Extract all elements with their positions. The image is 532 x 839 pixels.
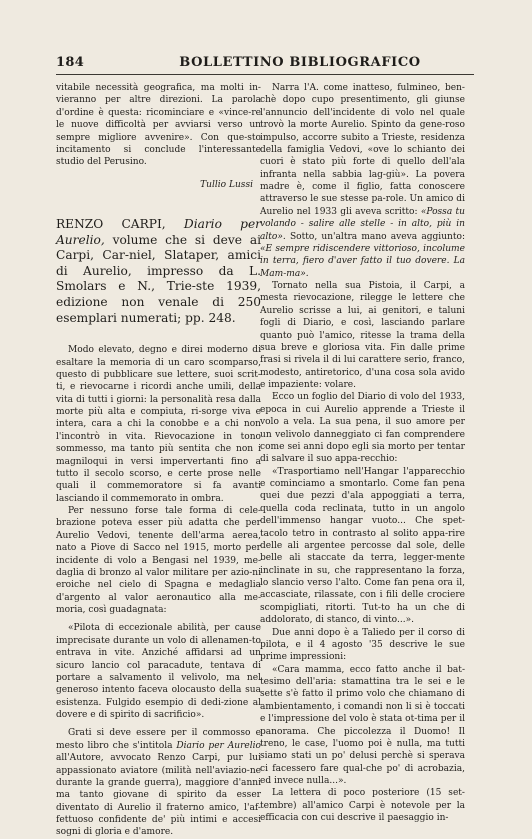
entry-title: Diario per Aurelio, [56, 217, 262, 247]
bibliographic-entry [56, 217, 261, 326]
review-paragraph: La lettera di poco posteriore (15 set-tembre) all'amico Carpi è notevole per la efficacia con cui descrive il paesaggio in- [260, 788, 465, 824]
entry-author: RENZO CARPI, [56, 217, 166, 231]
paragraph-continuation: vitabile necessità geografica, ma molti in-vieranno per altre direzioni. La parola d'ordine è questa: ricominciare e «vince-re le nuove difficoltà per avviarsi verso un sempre migliore avvenire». Con que-sto incitamento si conclude l'interessante studio del Perusino. [56, 83, 261, 168]
review-paragraph: Per nessuno forse tale forma di cele-brazione poteva esser più adatta che per Aurelio Vedovi, tenente dell'arma aerea, nato a Piove di Sacco nel 1915, morto per incidente di volo a Bengasi nel 1939, me-daglia di bronzo al valor militare per azio-ni eroiche nel cielo di Spagna e medaglia d'argento al valor aeronautico alla me-moria, così guadagnata: [56, 506, 261, 616]
text-span: Grati si deve essere per il commosso e mesto libro che s'intitola [56, 728, 261, 751]
entry-details: volume che si deve ai Carpi, Car-niel, Slataper, amici di Aurelio, impresso da L. Smolars e N., Trie-ste 1939, edizione non venale di 250 esemplari numerati; pp. 248. [56, 232, 262, 325]
quoted-diary: «Trasportiamo nell'Hangar l'apparecchio e cominciamo a smontarlo. Come fan pena quei due pezzi d'ala appoggiati a terra, quella coda reclinata, tutto in un angolo dell'immenso hangar vuoto... Che spet-tacolo tetro in contrasto al solito appa-rire delle ali argentee percosse dal sole, delle belle ali staccate da terra, legger-mente inclinate in su, che rappresentano la forza, lo slancio verso l'alto. Come fan pena ora il, accasciate, rilassate, con i fili delle crociere scompigliati, ritorti. Tut-to ha un che di addolorato, di stanco, di vinto...». [260, 466, 465, 626]
text-span: all'Autore, avvocato Renzo Carpi, pur lui appassionato aviatore (milità nell'aviazio-ne durante la grande guerra), maggiore d'anni ma tanto giovane di spirito da esser diventato di Aurelio il fraterno amico, l'af-fettuoso confidente de' più intimi e accesi sogni di gloria e d'amore. [56, 753, 261, 838]
text-span: Sotto, un'altra mano aveva aggiunto: [285, 231, 465, 242]
reviewer-signature: Tullio Lussi [200, 179, 253, 190]
page-number: 184 [56, 55, 85, 70]
right-column [260, 82, 465, 825]
left-column [56, 82, 261, 839]
review-paragraph: Tornato nella sua Pistoia, il Carpi, a mesta rievocazione, rilegge le lettere che Aurelio scrisse a lui, ai genitori, e taluni fogli di Diario, e così, lasciando parlare quanto può l'amico, ritesse la trama della sua breve e gloriosa vita. Fin dalle prime frasi si rivela il di lui carattere serio, franco, modesto, antiretorico, d'una cosa sola avido e impaziente: volare. [260, 281, 465, 390]
quoted-letter: «Cara mamma, ecco fatto anche il bat-tesimo dell'aria: stamattina tra le sei e le sette s'è fatto il primo volo che chiamano di ambientamento, i comandi non li si è toccati e l'impressione del volo è stata ot-tima per il panorama. Che piccolezza il Duomo! Il treno, le case, l'uomo poi è nulla, ma tutti siamo stati un po' delusi perchè si sperava ci facessero fare qual-che po' di acrobazia, ed invece nulla...». [260, 664, 465, 786]
text-span: Narra l'A. come inatteso, fulmineo, ben-chè dopo cupo presentimento, gli giunse l'annuncio dell'incidente di volo nel quale trovò la morte Aurelio. Spinto da gene-roso impulso, accorre subito a Trieste, residenza della famiglia Vedovi, «ove lo schianto dei cuori è stato più forte di quello dell'ala infranta nella sabbia lag-giù». La povera madre è, come il figlio, fatta conoscere attraverso le sue stesse pa-role. Un amico di Aurelio nel 1933 gli aveva scritto: [260, 83, 465, 217]
citation-paragraph: «Pilota di eccezionale abilità, per cause imprecisate durante un volo di allenamen-to entrava in vite. Anziché affidarsi ad un sicuro lancio col paracadute, tentava di portare a salvamento il velivolo, ma nel generoso intento faceva olocausto della sua esistenza. Fulgido esempio di dedi-zione al dovere e di spirito di sacrificio». [56, 623, 261, 721]
running-title: BOLLETTINO BIBLIOGRAFICO [179, 55, 421, 70]
quote-italic: «Possa tu volando - salire alle stelle - in alto, più in alto». [260, 206, 465, 242]
review-paragraph [56, 727, 261, 838]
header-rule [56, 74, 474, 75]
book-title-italic: Diario per Aurelio [176, 740, 261, 751]
review-paragraph [260, 82, 465, 280]
review-paragraph: Ecco un foglio del Diario di volo del 1933, epoca in cui Aurelio apprende a Trieste il volo a vela. La sua pena, il suo amore per un velivolo danneggiato ci fan comprendere come sei anni dopo egli sia morto per tentar di salvare il suo appa-recchio: [260, 392, 465, 465]
review-paragraph: Modo elevato, degno e direi moderno di esaltare la memoria di un caro scomparso, questo di pubblicare sue lettere, suoi scrit-ti, e rievocarne i ricordi anche umili, della vita di tutti i giorni: la personalità resa dalla morte più alta e compiuta, ri-sorge viva e intera, cara a chi la conobbe e a chi non l'incontrò in vita. Rievocazione in tono sommesso, ma tanto più sentita che non i magniloqui in versi impervertanti fino a tutto il secolo scorso, e certe prose nelle quali il commemoratore si fa avanti lasciando il commemorato in ombra. [56, 345, 261, 504]
quote-italic: «E sempre ridiscendere vittorioso, incolume in terra, fiero d'aver fatto il tuo dovere. La Mam-ma». [260, 243, 465, 279]
review-paragraph: Due anni dopo è a Taliedo per il corso di pilota, e il 4 agosto '35 descrive le sue prime impressioni: [260, 627, 465, 663]
